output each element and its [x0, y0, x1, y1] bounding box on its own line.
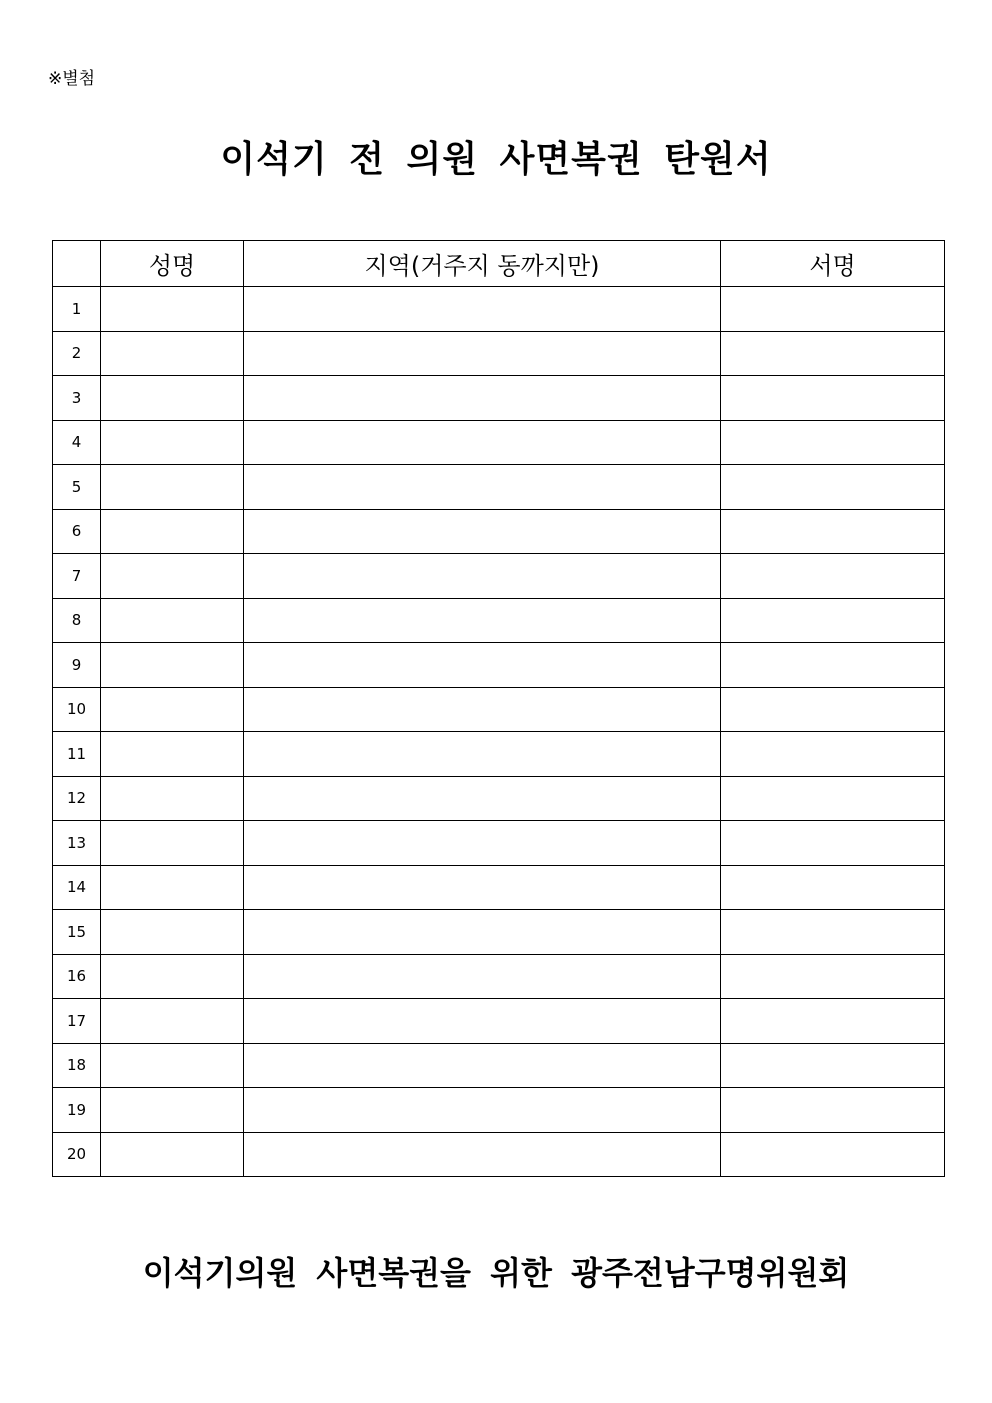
row-number: 13: [53, 821, 101, 866]
row-number: 1: [53, 287, 101, 332]
region-cell[interactable]: [244, 865, 721, 910]
region-cell[interactable]: [244, 331, 721, 376]
table-row: [53, 865, 945, 910]
region-cell[interactable]: [244, 1088, 721, 1133]
region-cell[interactable]: [244, 509, 721, 554]
region-cell[interactable]: [244, 999, 721, 1044]
signature-cell[interactable]: [721, 999, 945, 1044]
signature-cell[interactable]: [721, 465, 945, 510]
table-row: [53, 954, 945, 999]
row-number: 2: [53, 331, 101, 376]
signature-cell[interactable]: [721, 954, 945, 999]
signature-cell[interactable]: [721, 598, 945, 643]
row-number: 10: [53, 687, 101, 732]
region-cell[interactable]: [244, 910, 721, 955]
region-cell[interactable]: [244, 376, 721, 421]
row-number: 18: [53, 1043, 101, 1088]
row-number: 7: [53, 554, 101, 599]
signature-cell[interactable]: [721, 865, 945, 910]
signature-cell[interactable]: [721, 1088, 945, 1133]
row-number: 12: [53, 776, 101, 821]
name-cell[interactable]: [101, 1088, 244, 1133]
region-cell[interactable]: [244, 687, 721, 732]
signature-cell[interactable]: [721, 687, 945, 732]
attachment-note: ※별첨: [48, 69, 96, 89]
document-title: 이석기 전 의원 사면복권 탄원서: [220, 139, 772, 180]
row-number: 9: [53, 643, 101, 688]
table-row: [53, 287, 945, 332]
region-cell[interactable]: [244, 554, 721, 599]
region-cell[interactable]: [244, 287, 721, 332]
table-row: [53, 1043, 945, 1088]
row-number: 8: [53, 598, 101, 643]
header-signature: 서명: [721, 241, 945, 287]
row-number: 6: [53, 509, 101, 554]
name-cell[interactable]: [101, 821, 244, 866]
table-row: [53, 643, 945, 688]
name-cell[interactable]: [101, 1132, 244, 1177]
signature-cell[interactable]: [721, 554, 945, 599]
row-number: 5: [53, 465, 101, 510]
header-name: 성명: [101, 241, 244, 287]
row-number: 16: [53, 954, 101, 999]
table-row: [53, 821, 945, 866]
name-cell[interactable]: [101, 954, 244, 999]
signature-cell[interactable]: [721, 910, 945, 955]
table-row: [53, 999, 945, 1044]
name-cell[interactable]: [101, 331, 244, 376]
signature-cell[interactable]: [721, 376, 945, 421]
name-cell[interactable]: [101, 465, 244, 510]
table-row: [53, 509, 945, 554]
row-number: 20: [53, 1132, 101, 1177]
region-cell[interactable]: [244, 954, 721, 999]
table-row: [53, 598, 945, 643]
name-cell[interactable]: [101, 732, 244, 777]
table-row: [53, 465, 945, 510]
signature-cell[interactable]: [721, 643, 945, 688]
row-number: 17: [53, 999, 101, 1044]
row-number: 19: [53, 1088, 101, 1133]
signature-cell[interactable]: [721, 1043, 945, 1088]
name-cell[interactable]: [101, 554, 244, 599]
header-region: 지역(거주지 동까지만): [244, 241, 721, 287]
name-cell[interactable]: [101, 287, 244, 332]
name-cell[interactable]: [101, 865, 244, 910]
table-row: [53, 1088, 945, 1133]
row-number: 4: [53, 420, 101, 465]
name-cell[interactable]: [101, 776, 244, 821]
table-row: [53, 554, 945, 599]
name-cell[interactable]: [101, 643, 244, 688]
signature-cell[interactable]: [721, 821, 945, 866]
name-cell[interactable]: [101, 910, 244, 955]
table-row: [53, 376, 945, 421]
region-cell[interactable]: [244, 732, 721, 777]
table-header-row: [53, 241, 945, 287]
table-row: [53, 331, 945, 376]
signature-cell[interactable]: [721, 331, 945, 376]
row-number: 3: [53, 376, 101, 421]
signature-cell[interactable]: [721, 776, 945, 821]
name-cell[interactable]: [101, 999, 244, 1044]
table-row: [53, 910, 945, 955]
region-cell[interactable]: [244, 465, 721, 510]
name-cell[interactable]: [101, 376, 244, 421]
name-cell[interactable]: [101, 420, 244, 465]
name-cell[interactable]: [101, 509, 244, 554]
region-cell[interactable]: [244, 598, 721, 643]
name-cell[interactable]: [101, 598, 244, 643]
region-cell[interactable]: [244, 776, 721, 821]
footer-organization: 이석기의원 사면복권을 위한 광주전남구명위원회: [142, 1254, 850, 1292]
header-number: [53, 241, 101, 287]
row-number: 15: [53, 910, 101, 955]
table-body: [53, 287, 945, 1177]
name-cell[interactable]: [101, 1043, 244, 1088]
signature-cell[interactable]: [721, 287, 945, 332]
table-row: [53, 776, 945, 821]
table-row: [53, 420, 945, 465]
name-cell[interactable]: [101, 687, 244, 732]
signature-cell[interactable]: [721, 1132, 945, 1177]
signature-table: [52, 240, 945, 1177]
region-cell[interactable]: [244, 420, 721, 465]
region-cell[interactable]: [244, 821, 721, 866]
row-number: 14: [53, 865, 101, 910]
table-row: [53, 1132, 945, 1177]
row-number: 11: [53, 732, 101, 777]
region-cell[interactable]: [244, 1132, 721, 1177]
region-cell[interactable]: [244, 1043, 721, 1088]
table-row: [53, 732, 945, 777]
table-row: [53, 687, 945, 732]
signature-cell[interactable]: [721, 732, 945, 777]
region-cell[interactable]: [244, 643, 721, 688]
signature-cell[interactable]: [721, 509, 945, 554]
signature-cell[interactable]: [721, 420, 945, 465]
